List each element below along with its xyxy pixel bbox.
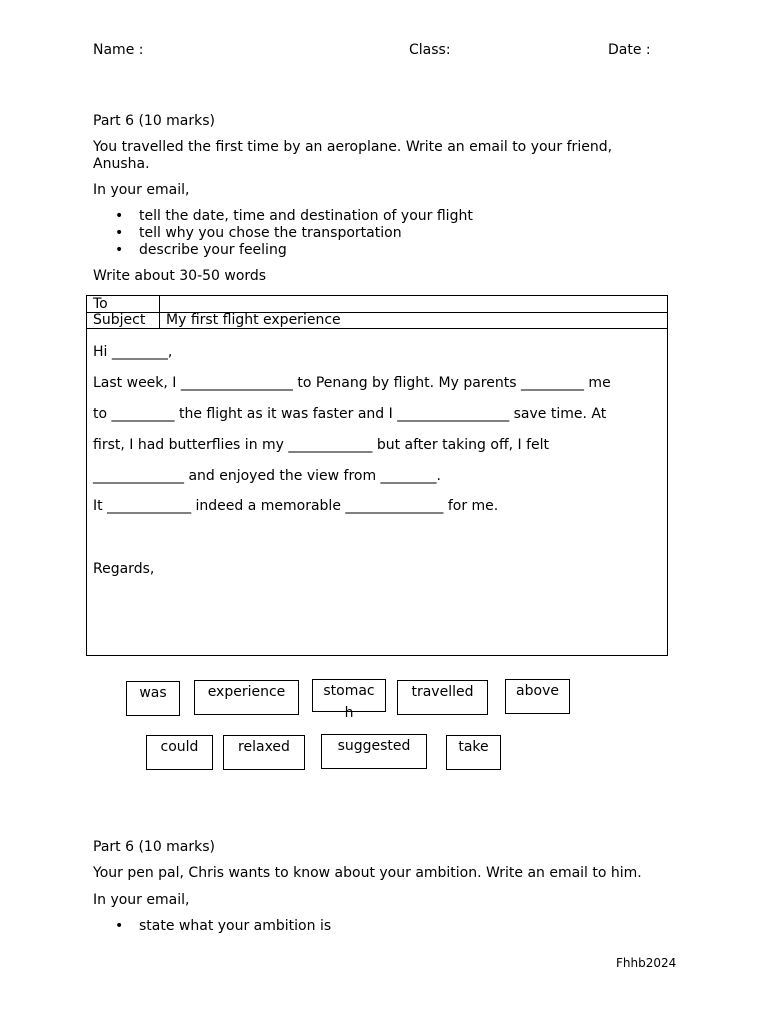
- prompt-line-1: Your pen pal, Chris wants to know about your ambition. Write an email to him.: [93, 865, 642, 881]
- prompt-line-1: You travelled the first time by an aeroplane. Write an email to your friend,: [93, 139, 613, 155]
- word-bank-word: relaxed: [223, 735, 305, 770]
- label-divider: [159, 296, 160, 328]
- email-body-line: Last week, I ________________ to Penang by flight. My parents _________ me: [93, 375, 611, 391]
- word-bank-word: above: [505, 679, 570, 714]
- prompt-line-2: Anusha.: [93, 156, 150, 172]
- footer-code: Fhhb2024: [616, 956, 677, 970]
- name-label: Name :: [93, 42, 144, 58]
- to-label: To: [93, 296, 108, 312]
- to-row: [87, 296, 667, 313]
- email-body-line: _____________ and enjoyed the view from ________.: [93, 468, 442, 484]
- email-greeting: Hi ________,: [93, 344, 173, 360]
- subject-label: Subject: [93, 312, 146, 328]
- word-bank-word: was: [126, 681, 180, 716]
- class-label: Class:: [409, 42, 451, 58]
- word-bank-word: could: [146, 735, 213, 770]
- word-bank-word: suggested: [321, 734, 427, 769]
- section-title: Part 6 (10 marks): [93, 839, 216, 855]
- task-bullet-list: [93, 918, 331, 935]
- word-bank-word: take: [446, 735, 501, 770]
- word-bank-word: stomach: [312, 679, 386, 712]
- subject-row: [87, 312, 667, 329]
- task-bullet: • tell the date, time and destination of your flight: [93, 208, 473, 225]
- word-bank-word: experience: [194, 680, 299, 715]
- task-bullet: • state what your ambition is: [93, 918, 331, 935]
- task-bullet-list: [93, 208, 473, 259]
- word-count-instruction: Write about 30-50 words: [93, 268, 267, 284]
- date-label: Date :: [608, 42, 651, 58]
- word-bank-word: travelled: [397, 680, 488, 715]
- email-body-line: to _________ the flight as it was faster and I ________________ save time. At: [93, 406, 607, 422]
- in-your-email-label: In your email,: [93, 892, 190, 908]
- email-body-line: It ____________ indeed a memorable ______________ for me.: [93, 498, 499, 514]
- in-your-email-label: In your email,: [93, 182, 190, 198]
- section-title: Part 6 (10 marks): [93, 113, 216, 129]
- email-signoff: Regards,: [93, 561, 155, 577]
- email-body-line: first, I had butterflies in my ____________ but after taking off, I felt: [93, 437, 549, 453]
- subject-value: My first flight experience: [166, 312, 341, 328]
- task-bullet: • describe your feeling: [93, 242, 473, 259]
- email-form: [86, 295, 668, 656]
- task-bullet: • tell why you chose the transportation: [93, 225, 473, 242]
